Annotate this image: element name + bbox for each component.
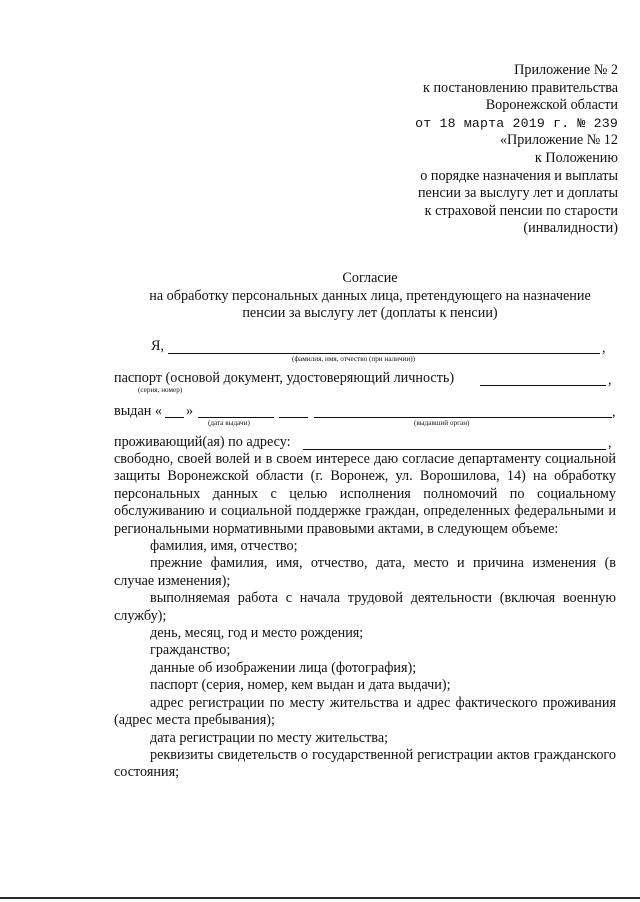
appendix-line-1: Приложение № 2 bbox=[514, 62, 618, 78]
appendix-line-7: о порядке назначения и выплаты bbox=[420, 167, 618, 184]
title-line-3: пенсии за выслугу лет (доплаты к пенсии) bbox=[242, 305, 498, 322]
issuing-organ-field[interactable] bbox=[314, 417, 612, 418]
consent-body bbox=[114, 451, 616, 782]
fio-field[interactable] bbox=[168, 353, 600, 354]
list-item: реквизиты свидетельств о государственной регистрации актов гражданского состояния; bbox=[114, 746, 616, 781]
address-field[interactable] bbox=[303, 449, 606, 450]
passport-label: паспорт (основой документ, удостоверяющий личность) bbox=[114, 370, 455, 386]
issued-quote: » bbox=[186, 403, 194, 419]
residing-label: проживающий(ая) по адресу: bbox=[114, 434, 291, 450]
appendix-line-9: к страховой пенсии по старости bbox=[424, 202, 618, 219]
page-bottom-edge bbox=[0, 897, 640, 899]
list-item: день, месяц, год и место рождения; bbox=[150, 625, 364, 642]
passport-comma: , bbox=[608, 372, 612, 388]
appendix-line-2: к постановлению правительства bbox=[423, 79, 618, 96]
appendix-line-6: к Положению bbox=[534, 149, 618, 166]
list-item: адрес регистрации по месту жительства и адрес фактического проживания (адрес места пребывания); bbox=[114, 694, 616, 729]
title-line-1: Согласие bbox=[342, 270, 398, 286]
ya-label: Я, bbox=[151, 338, 165, 354]
list-item: прежние фамилия, имя, отчество, дата, место и причина изменения (в случае изменения); bbox=[114, 555, 616, 589]
consent-paragraph: свободно, своей волей и в своем интересе даю согласие департаменту социальной защиты Воронежской области (г. Воронеж, ул. Ворошилова, 14) на обработку персональных данных с целью исполнения полномочий по социальному обслуживанию и социальной поддержке граждан, определенных федеральными и региональными нормативными правовыми актами, в следующем объеме: bbox=[114, 451, 616, 537]
issued-month-field[interactable] bbox=[198, 417, 274, 418]
fio-comma: , bbox=[602, 340, 606, 356]
appendix-header bbox=[415, 62, 618, 238]
issued-comma: , bbox=[612, 404, 616, 420]
list-item: паспорт (серия, номер, кем выдан и дата выдачи); bbox=[150, 677, 451, 694]
issued-year-field[interactable] bbox=[279, 417, 308, 418]
list-item: гражданство; bbox=[150, 642, 231, 659]
appendix-line-5: «Приложение № 12 bbox=[499, 132, 618, 149]
issued-label: выдан « bbox=[114, 403, 162, 419]
data-scope-list bbox=[114, 538, 616, 782]
appendix-line-8: пенсии за выслугу лет и доплаты bbox=[417, 185, 618, 202]
list-item: данные об изображении лица (фотография); bbox=[150, 659, 417, 676]
residing-comma: , bbox=[608, 435, 612, 451]
title-line-2: на обработку персональных данных лица, претендующего на назначение bbox=[149, 287, 591, 304]
list-item: дата регистрации по месту жительства; bbox=[150, 729, 389, 746]
appendix-line-3: Воронежской области bbox=[485, 97, 618, 114]
appendix-decree-date: от 18 марта 2019 г. № 239 bbox=[415, 115, 618, 131]
issued-day-field[interactable] bbox=[165, 417, 184, 418]
appendix-line-10: (инвалидности) bbox=[523, 220, 618, 237]
series-caption: (серия, номер) bbox=[138, 386, 183, 394]
date-caption: (дата выдачи) bbox=[208, 419, 250, 427]
document-title bbox=[0, 270, 640, 323]
list-item: выполняемая работа с начала трудовой деятельности (включая военную службу); bbox=[114, 590, 616, 624]
fio-caption: (фамилия, имя, отчество (при наличии)) bbox=[292, 355, 416, 363]
list-item: фамилия, имя, отчество; bbox=[150, 538, 298, 555]
organ-caption: (выдавший орган) bbox=[414, 419, 470, 427]
passport-field[interactable] bbox=[480, 385, 606, 386]
